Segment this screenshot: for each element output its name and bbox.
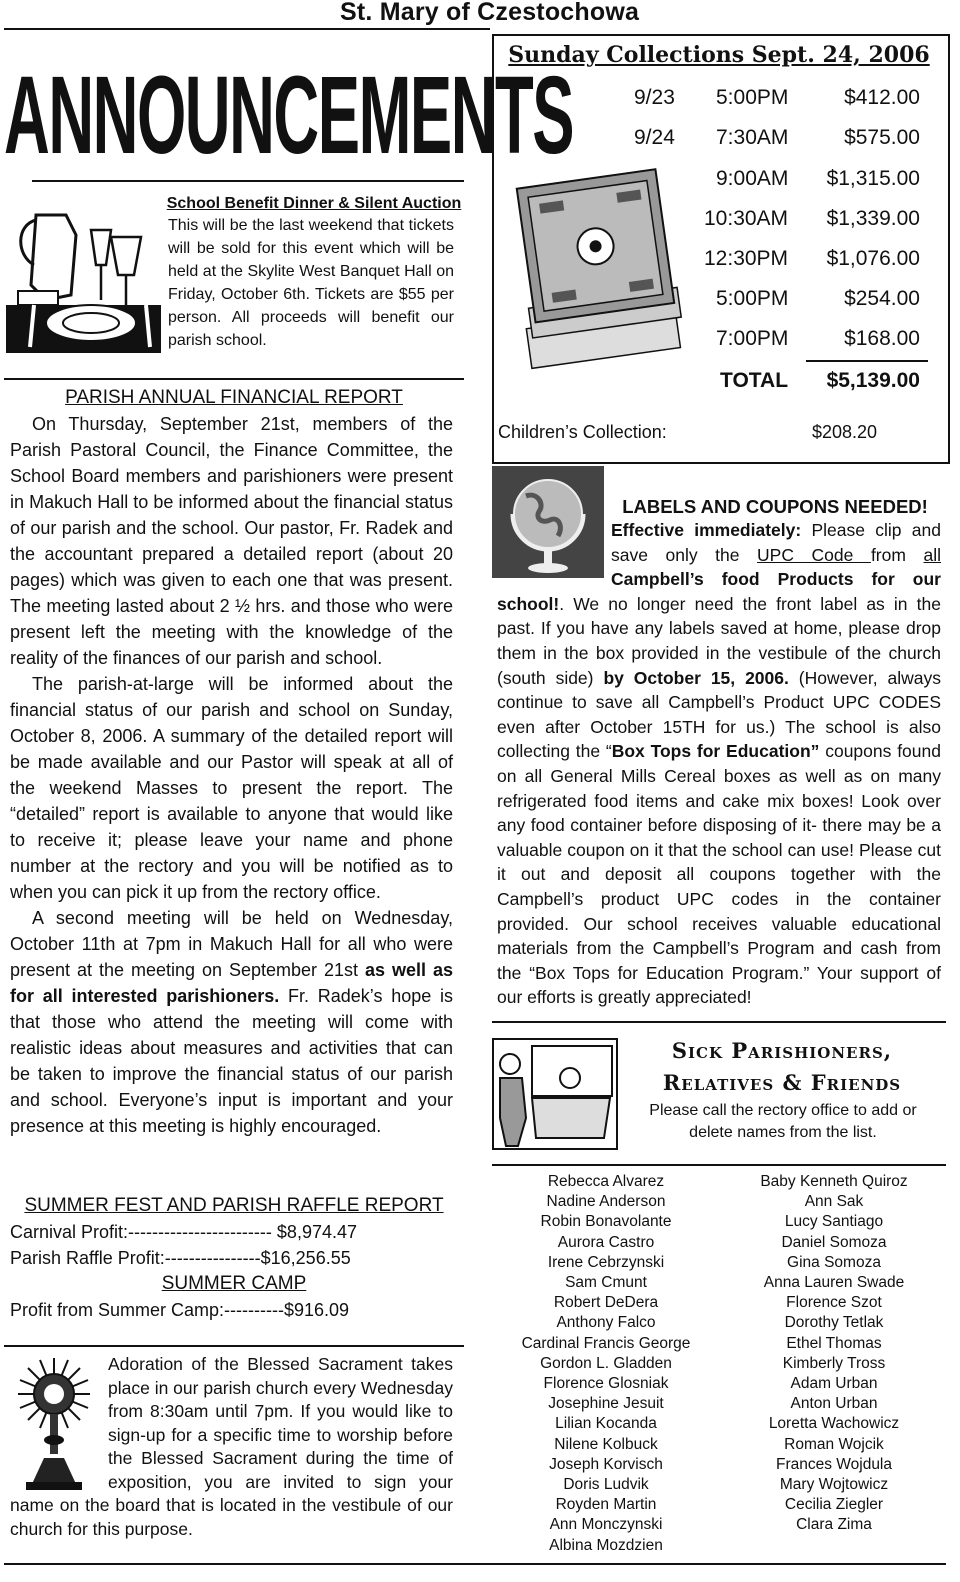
dinner-text: This will be the last weekend that tickets will be sold for this event which will be held at the Skylite West Banquet Hall on Friday, October 6th. Tickets are $55 per person. All proceeds will benefit our parish school. bbox=[168, 217, 454, 349]
list-item: Robert DeDera bbox=[553, 1294, 659, 1312]
list-item: Kimberly Tross bbox=[782, 1354, 886, 1372]
list-item: Dorothy Tetlak bbox=[784, 1314, 884, 1332]
page-bottom-rule bbox=[4, 1563, 946, 1565]
sick-top-rule bbox=[492, 1021, 946, 1023]
list-item: Royden Martin bbox=[555, 1496, 657, 1514]
collection-row bbox=[620, 327, 920, 355]
total-amount: $5,139.00 bbox=[826, 369, 920, 392]
collection-amount: $1,339.00 bbox=[826, 207, 920, 230]
collection-row bbox=[620, 247, 920, 275]
collection-time: 5:00PM bbox=[716, 287, 789, 310]
sick-title-line1: Sick Parishioners, bbox=[671, 1038, 893, 1063]
camp-dashes: ---------- bbox=[224, 1300, 284, 1320]
list-item: Cecilia Ziegler bbox=[784, 1496, 884, 1514]
collection-row bbox=[620, 167, 920, 195]
list-item: Sam Cmunt bbox=[565, 1274, 647, 1292]
list-item: Ann Monczynski bbox=[549, 1516, 663, 1534]
collection-time: 12:30PM bbox=[704, 247, 789, 270]
collection-date: 9/24 bbox=[634, 126, 675, 149]
summer-title: SUMMER FEST AND PARISH RAFFLE REPORT bbox=[24, 1195, 444, 1216]
labels-all: all bbox=[923, 544, 942, 565]
labels-icon-spacer bbox=[497, 518, 611, 590]
collection-amount: $412.00 bbox=[844, 86, 920, 109]
labels-t2: from bbox=[870, 544, 924, 565]
collection-row bbox=[620, 287, 920, 315]
list-item: Anton Urban bbox=[790, 1395, 878, 1413]
collection-time: 7:30AM bbox=[716, 126, 789, 149]
list-item: Nilene Kolbuck bbox=[554, 1435, 658, 1453]
children-collection-label: Children’s Collection: bbox=[498, 422, 667, 442]
labels-boxtops: Box Tops for Education” bbox=[611, 741, 820, 762]
adoration-body: Adoration of the Blessed Sacrament takes place in our parish church every Wednesday from 8:30am until 7pm. If you would like to sign-up for a specific time to worship before the Blessed Sacrament during the time of exposition, you are invited to sign your name on the board that is located in the vestibule of our church for this purpose. bbox=[10, 1354, 454, 1539]
labels-deadline: by October 15, 2006. bbox=[603, 667, 789, 688]
carnival-value: $8,974.47 bbox=[276, 1222, 357, 1242]
collection-amount: $168.00 bbox=[844, 327, 920, 350]
collection-row bbox=[620, 126, 920, 154]
camp-value: $916.09 bbox=[284, 1300, 350, 1320]
collections-title: Sunday Collections Sept. 24, 2006 bbox=[508, 42, 930, 68]
collection-date: 9/23 bbox=[634, 86, 675, 109]
dinner-title: School Benefit Dinner & Silent Auction bbox=[166, 195, 462, 212]
list-item: Nadine Anderson bbox=[546, 1193, 666, 1211]
list-item: Clara Zima bbox=[796, 1516, 872, 1534]
raffle-row bbox=[10, 1245, 460, 1271]
list-item: Gordon L. Gladden bbox=[540, 1354, 672, 1372]
collections-total-rule bbox=[806, 360, 928, 362]
adoration-top-rule bbox=[4, 1345, 464, 1347]
camp-label: Profit from Summer Camp: bbox=[10, 1300, 225, 1320]
collection-row bbox=[620, 86, 920, 114]
carnival-row bbox=[10, 1219, 460, 1245]
financial-p3c: Fr. Radek’s hope is that those who attend the meeting will come with realistic ideas about measures and activities that can be taken to improve the financial status of our parish and school. Everyone’s input is important and your presence at this meeting is highly encouraged. bbox=[10, 986, 454, 1136]
list-item: Anthony Falco bbox=[556, 1314, 656, 1332]
labels-t3: . We no longer need the front label as in the past. If you have any labels saved at home, please drop them in the box provided in the vestibule of the church (south side) bbox=[497, 593, 941, 688]
list-item: Doris Ludvik bbox=[563, 1476, 649, 1494]
total-label: TOTAL bbox=[720, 369, 789, 392]
labels-t5: coupons found on all General Mills Cereal boxes as well as on many refrigerated food items and cake mix boxes! Look over any food container before disposing of it- there may be a valuable coupon on it that the school can use! Please cut it out and deposit all coupons together with the Campbell’s product UPC codes in the container provided. Our school receives valuable educational materials from the Campbell’s Program and cash from the “Box Tops for Education Program.” Your support of our efforts is greatly appreciated! bbox=[497, 741, 941, 1008]
dinner-top-rule bbox=[32, 180, 464, 182]
list-item: Lilian Kocanda bbox=[555, 1415, 657, 1433]
labels-title: LABELS AND COUPONS NEEDED! bbox=[622, 496, 928, 517]
financial-top-rule bbox=[4, 378, 464, 380]
carnival-dashes: ------------------------ bbox=[128, 1222, 272, 1242]
financial-title: PARISH ANNUAL FINANCIAL REPORT bbox=[65, 387, 403, 408]
sick-list-col1 bbox=[500, 1172, 712, 1556]
raffle-dashes: ---------------- bbox=[164, 1248, 261, 1268]
financial-body bbox=[10, 411, 453, 1139]
sick-title-line2: Relatives & Friends bbox=[662, 1070, 902, 1095]
list-item: Robin Bonavolante bbox=[540, 1213, 672, 1231]
list-item: Albina Mozdzien bbox=[549, 1536, 663, 1554]
labels-lead: Effective immediately: bbox=[611, 520, 802, 540]
list-item: Lucy Santiago bbox=[784, 1213, 884, 1231]
collection-row bbox=[620, 207, 920, 235]
raffle-label: Parish Raffle Profit: bbox=[10, 1248, 165, 1268]
list-item: Roman Wojcik bbox=[784, 1435, 884, 1453]
list-item: Gina Somoza bbox=[787, 1253, 881, 1271]
collection-amount: $1,315.00 bbox=[826, 167, 920, 190]
camp-title: SUMMER CAMP bbox=[161, 1273, 307, 1294]
hospital-bed-icon bbox=[492, 1038, 618, 1150]
list-item: Rebecca Alvarez bbox=[547, 1173, 665, 1190]
list-item: Baby Kenneth Quiroz bbox=[760, 1173, 908, 1190]
financial-p1: On Thursday, September 21st, members of the Parish Pastoral Council, the Finance Committee, the School Board members and parishioners were present in Makuch Hall to be informed about the financial status of our parish and the school. Our pastor, Fr. Radek and the accountant prepared a detailed report (about 20 pages) which was given to each one that was present. The meeting lasted about 2 ½ hrs. and those who were present left the meeting with the knowledge of the reality of the finances of our parish and school. bbox=[10, 414, 453, 668]
list-item: Florence Glosniak bbox=[543, 1375, 669, 1393]
raffle-value: $16,256.55 bbox=[260, 1248, 351, 1268]
list-item: Irene Cebrzynski bbox=[547, 1253, 665, 1271]
table-setting-icon bbox=[6, 205, 161, 353]
list-item: Joseph Korvisch bbox=[549, 1455, 663, 1473]
financial-p3 bbox=[10, 905, 453, 1139]
collection-time: 5:00PM bbox=[716, 86, 789, 109]
collection-amount: $575.00 bbox=[844, 126, 920, 149]
collection-time: 10:30AM bbox=[704, 207, 789, 230]
adoration-text bbox=[10, 1353, 453, 1541]
labels-upc: UPC Code bbox=[757, 544, 871, 565]
labels-t4: (However, always continue to save all Campbell’s Product UPC CODES even after October 15TH for us.) The school is also collecting the “ bbox=[497, 667, 941, 762]
list-item: Cardinal Francis George bbox=[521, 1334, 691, 1352]
camp-row bbox=[10, 1297, 460, 1323]
list-item: Frances Wojdula bbox=[775, 1455, 892, 1473]
labels-t1: Please clip and save only the bbox=[611, 520, 941, 565]
sick-list-rule bbox=[492, 1164, 946, 1166]
labels-campbells: Campbell’s food Products for our school! bbox=[497, 569, 941, 614]
money-stack-icon bbox=[510, 168, 690, 388]
sick-note: Please call the rectory office to add or delete names from the list. bbox=[649, 1102, 917, 1141]
list-item: Josephine Jesuit bbox=[548, 1395, 664, 1413]
collection-time: 7:00PM bbox=[716, 327, 789, 350]
adoration-icon-spacer bbox=[10, 1353, 108, 1493]
financial-p3a: A second meeting will be held on Wednesday, October 11th at 7pm in Makuch Hall for all who were present at the meeting on September 21st bbox=[10, 908, 453, 980]
list-item: Mary Wojtowicz bbox=[779, 1476, 889, 1494]
list-item: Anna Lauren Swade bbox=[763, 1274, 905, 1292]
list-item: Florence Szot bbox=[786, 1294, 882, 1312]
list-item: Daniel Somoza bbox=[781, 1233, 887, 1251]
labels-body bbox=[497, 518, 941, 1010]
list-item: Ethel Thomas bbox=[786, 1334, 882, 1352]
collection-total-row bbox=[620, 369, 920, 397]
collection-amount: $1,076.00 bbox=[826, 247, 920, 270]
collection-time: 9:00AM bbox=[716, 167, 789, 190]
list-item: Aurora Castro bbox=[557, 1233, 655, 1251]
financial-p2: The parish-at-large will be informed about the financial status of our parish and school on Sunday, October 8, 2006. A summary of the detailed report will be made available and our Pastor will speak at all of the weekend Masses to present the report. The “detailed” report is available to anyone that would like to receive it; please leave your name and phone number at the rectory and you will be notified as to when you can pick it up from the rectory office. bbox=[10, 674, 453, 902]
list-item: Ann Sak bbox=[804, 1193, 864, 1211]
parish-name: St. Mary of Czestochowa bbox=[340, 0, 640, 26]
carnival-label: Carnival Profit: bbox=[10, 1222, 129, 1242]
children-collection-amount: $208.20 bbox=[812, 422, 878, 442]
list-item: Adam Urban bbox=[790, 1375, 878, 1393]
sick-list-col2 bbox=[728, 1172, 940, 1536]
financial-p3b: as well as for all interested parishioners. bbox=[10, 960, 453, 1006]
collection-amount: $254.00 bbox=[844, 287, 920, 310]
list-item: Loretta Wachowicz bbox=[768, 1415, 900, 1433]
announcements-title: ANNOUNCEMENTS bbox=[4, 53, 574, 177]
